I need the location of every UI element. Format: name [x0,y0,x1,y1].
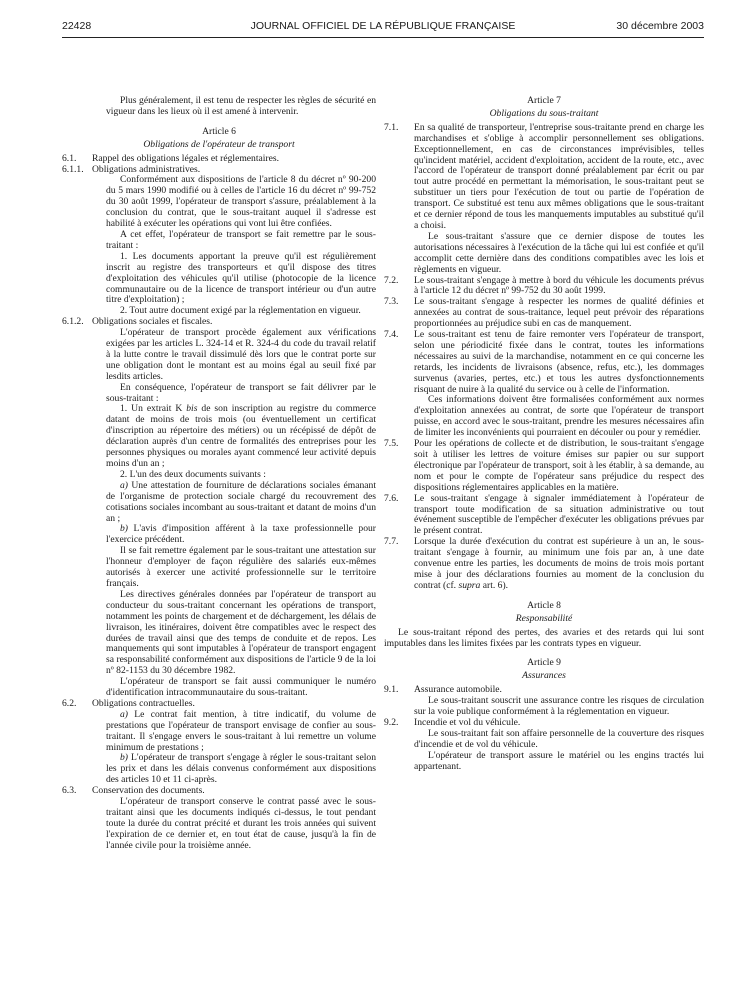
paragraph: Le sous-traitant souscrit une assurance contre les risques de circulation sur la voie publique conformément à la réglementation en vigueur. [414,695,704,718]
section-number: 6.3. [62,785,77,797]
text-run-italic: b) [120,523,128,535]
paragraph [62,753,376,786]
text-run: 1. Un extrait K [120,403,187,415]
section-number: 7.2. [384,274,399,286]
paragraph: Il se fait remettre également par le sous-traitant une attestation sur l'honneur d'employer de façon régulière des salariés eux-mêmes autorisés à exercer une activité professionnelle sur le territoire français. [106,545,376,589]
header-rule [62,37,704,38]
section-7-5 [384,439,704,494]
paragraph: Plus généralement, il est tenu de respecter les règles de sécurité en vigueur dans les lieux où il est amené à intervenir. [106,95,376,117]
section-text: Rappel des obligations légales et réglementaires. [92,152,280,164]
article-8-subtitle: Responsabilité [515,612,573,624]
section-number: 9.2. [384,716,399,728]
section-7-4 [384,330,704,395]
paragraph: A cet effet, l'opérateur de transport se fait remettre par le sous-traitant : [106,228,376,251]
paragraph: Conformément aux dispositions de l'article 8 du décret nº 90-200 du 5 mars 1990 modifié ou à celles de l'article 16 du décret nº 99-752 du 30 août 1999, l'opérateur de transport s'assure, préalablement à la conclusion du contrat, que le sous-traitant auquel il s'adresse est habilité à exécuter les opérations qui vont lui être confiées. [106,174,376,230]
paragraph: L'opérateur de transport procède également aux vérifications exigées par les articles L. 324-14 et R. 324-4 du code du travail relatif à la lutte contre le travail dissimulé dès lors que le contrat porte sur une obligation dont le montant est au moins égal au seuil fixé par lesdits articles. [106,327,376,382]
text-run: Le contrat fait mention, à titre indicatif, du volume de prestations que l'opérateur de transport envisage de confier au sous-traitant. Il s'engage envers le sous-traitant à lui remettre un volume minimum de prestations ; [106,708,376,753]
text-run-italic: a) [120,479,128,491]
text-run-italic: b) [120,752,128,764]
article-6-subtitle: Obligations de l'opérateur de transport [143,138,295,150]
text-run-italic: bis [186,403,198,415]
section-number: 6.2. [62,697,77,709]
section-7-7 [384,537,704,592]
article-8-title: Article 8 [527,599,561,611]
section-number: 9.1. [384,684,399,696]
text-run: L'opérateur de transport s'engage à régler le sous-traitant selon les prix et dans les délais convenus conformément aux dispositions des articles 10 et 11 ci-après. [106,752,376,786]
paragraph: Le sous-traitant s'assure que ce dernier dispose de toutes les autorisations nécessaires à l'exécution de la tâche qui lui est confiée et qu'il accomplit cette dernière dans des conditions compatibles avec les lois et règlements en vigueur. [414,230,704,275]
paragraph [62,481,376,525]
text-run: Lorsque la durée d'exécution du contrat est supérieure à un an, le sous-traitant s'engage à fournir, au minimum une fois par an, à une date convenue entre les parties, les documents de moins de trois mois portant mise à jour des déclarations fournies au moment de la conclusion du contrat (cf. [414,536,704,591]
section-number: 7.1. [384,121,399,133]
section-text: Le sous-traitant est tenu de faire remonter vers l'opérateur de transport, selon une périodicité fixée dans le contrat, toutes les informations nécessaires au suivi de la marchandise, notamment en ce qui concerne les retards, les incidents de livraisons (absence, refus, etc.), les dommages survenus (avaries, pertes, etc.) et tous les autres dysfonctionnements risquant de nuire à la qualité du service ou à celle de l'information. [414,329,704,395]
right-column [384,96,704,772]
section-text: Conservation des documents. [92,785,205,797]
issue-date: 30 décembre 2003 [616,20,704,32]
text-run: L'avis d'imposition afférent à la taxe professionnelle pour l'exercice précédent. [106,523,376,546]
section-number: 6.1.2. [62,316,84,328]
section-text: En sa qualité de transporteur, l'entreprise sous-traitante prend en charge les marchandises et s'oblige à accomplir personnellement ses obligations. Exceptionnellement, en cas de circonstances imprévisibles, telles qu'incident matériel, accident d'exploitation, accident de la route, etc., avec l'accord de l'opérateur de transport donné préalablement par écrit ou par tout autre procédé en permettant la mémorisation, le sous-traitant peut se substituer un tiers pour l'exécution de tout ou partie de l'opération de transport. Ce substitué est tenu aux mêmes obligations que le sous-traitant et ce dernier répond de tous les manquements imputables au substitué qu'il a choisi. [414,121,704,231]
section-number: 7.7. [384,536,399,548]
paragraph: Le sous-traitant répond des pertes, des avaries et des retards qui lui sont imputables dans les limites fixées par les contrats types en vigueur. [384,626,704,649]
section-text: Obligations administratives. [92,163,201,175]
paragraph: 1. Les documents apportant la preuve qu'il est régulièrement inscrit au registre des transporteurs et qu'il dispose des titres d'exploitation des véhicules qu'il utilise (photocopie de la licence communautaire ou de la licence de transport intérieur ou d'un autre titre d'exploitation) ; [106,250,376,306]
section-text: Incendie et vol du véhicule. [414,716,521,728]
left-column [62,96,376,852]
section-text: Le sous-traitant s'engage à mettre à bord du véhicule les documents prévus à l'article 12 du décret nº 99-752 du 30 août 1999. [414,274,704,297]
paragraph: L'opérateur de transport se fait aussi communiquer le numéro d'identification intracommunautaire du sous-traitant. [106,676,376,699]
journal-title: JOURNAL OFFICIEL DE LA RÉPUBLIQUE FRANÇAISE [250,20,516,32]
paragraph [62,404,376,469]
paragraph: 2. Tout autre document exigé par la réglementation en vigueur. [120,305,361,317]
paragraph: Les directives générales données par l'opérateur de transport au conducteur du sous-traitant concernant les opérations de transport, notamment les points de chargement et de déchargement, les délais de livraison, les itinéraires, doivent être compatibles avec le respect des durées de travail ainsi que des temps de conduite et de repos. Les manquements qui sont imputables à l'opérateur de transport engagent sa responsabilité conformément aux dispositions de l'article 9 de la loi nº 82-1153 du 30 décembre 1982. [106,588,376,677]
paragraph [62,710,376,754]
article-7-title: Article 7 [527,95,561,106]
article-9-title: Article 9 [527,657,561,669]
section-number: 7.4. [384,329,399,341]
page-number: 22428 [62,20,92,32]
text-run: de son inscription au registre du commerce datant de moins de trois mois (ou éventuellement un certificat d'inscription au répertoire des métiers) ou un récépissé de dépôt de déclaration auprès d'un centre de formalités des entreprises pour les personnes physiques ou morales ayant commencé leur activité depuis moins d'un an ; [106,403,376,469]
section-number: 6.1.1. [62,163,84,175]
page-header [62,20,704,36]
paragraph [62,524,376,546]
section-text [414,537,704,592]
text-run: Une attestation de fourniture de déclarations sociales émanant de l'organisme de protection sociale chargé du recouvrement des cotisations sociales incombant au sous-traitant et datant de moins d'un an ; [106,479,376,524]
section-7-3 [384,297,704,330]
section-number: 7.6. [384,492,399,504]
article-7-subtitle: Obligations du sous-traitant [489,107,599,119]
paragraph: L'opérateur de transport conserve le contrat passé avec le sous-traitant ainsi que les documents indiqués ci-dessus, le tout pendant toute la durée du contrat précité et durant les trois années qui suivent l'expiration de ce dernier et, en tout état de cause, jusqu'à la fin de l'année civile pour la troisième année. [106,796,376,851]
section-6-1 [62,154,376,165]
section-7-6 [384,494,704,538]
section-7-1 [384,123,704,232]
paragraph: En conséquence, l'opérateur de transport se fait délivrer par le sous-traitant : [106,381,376,404]
section-text: Pour les opérations de collecte et de distribution, le sous-traitant s'engage soit à utiliser les lettres de voiture émises sur papier ou sur support électronique par l'opérateur de transport, soit à les établir, à sa demande, au nom et pour le compte de l'opérateur sans préjudice du respect des dispositions réglementaires applicables en la matière. [414,438,704,493]
section-number: 6.1. [62,152,77,164]
section-7-2 [384,276,704,298]
section-number: 7.3. [384,296,399,308]
article-9-subtitle: Assurances [522,670,566,682]
section-number: 7.5. [384,438,399,450]
section-text: Obligations contractuelles. [92,697,195,709]
text-run: art. 6). [480,579,509,591]
paragraph: Le sous-traitant fait son affaire personnelle de la couverture des risques d'incendie et de vol du véhicule. [414,727,704,750]
text-run-italic: a) [120,708,128,720]
paragraph: Ces informations doivent être formalisées conformément aux normes d'exploitation annexées au contrat, de sorte que l'opérateur de transport puisse, en accord avec le sous-traitant, prendre les mesures nécessaires afin de limiter les inconvénients qui pourraient en découler ou pour y remédier. [414,394,704,439]
section-text: Obligations sociales et fiscales. [92,316,213,328]
article-6-title: Article 6 [202,125,236,137]
section-text: Le sous-traitant s'engage à signaler immédiatement à l'opérateur de transport toute modification de sa situation administrative ou tout événement susceptible de l'empêcher d'exécuter les obligations prévues par le présent contrat. [414,492,704,537]
section-text: Assurance automobile. [414,684,502,696]
paragraph: 2. L'un des deux documents suivants : [120,468,266,480]
text-run-italic: supra [458,579,481,591]
section-text: Le sous-traitant s'engage à respecter les normes de qualité définies et annexées au contrat de sous-traitance, lequel peut prévoir des réparations proportionnées au préjudice subi en cas de manquement. [414,296,704,330]
paragraph: L'opérateur de transport assure le matériel ou les engins tractés lui appartenant. [414,749,704,772]
